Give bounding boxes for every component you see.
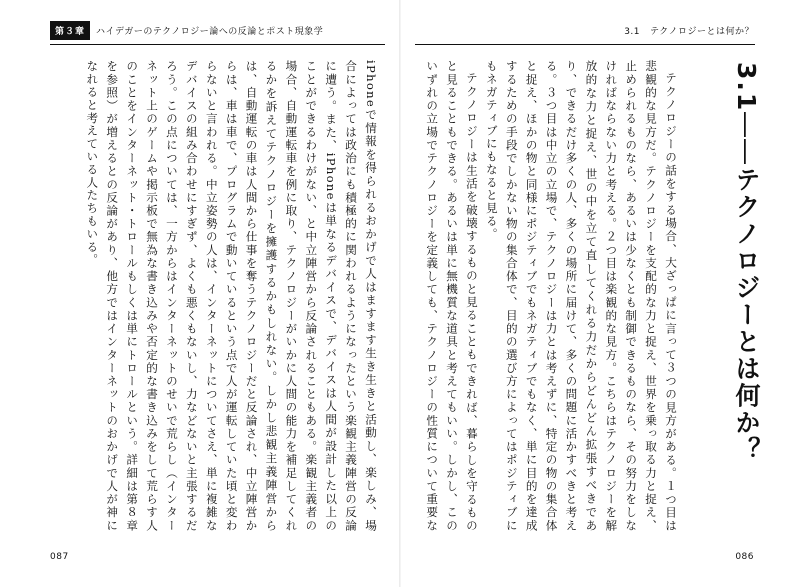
body-paragraph: テクノロジーの話をする場合、大ざっぱに言って３つの見方がある。１つ目は悲観的な見方だ。テクノロジーを支配的な力と捉え、世界を乗っ取る力と捉え、止められるものなら、あるいは少なくとも制御できるものなら、その努力をしなければならない力と考える。２つ目は楽観的な見方。こちらはテクノロジーを解放的な力と捉え、世の中を立て直してくれる力だからどんどん拡張すべきであり、できるだけ多くの人、多くの場所に届けて、多くの問題に活かすべきと考える。３つ目は中立の立場で、テクノロジーは力とは考えずに、特定の物の集合体と捉え、ほかの物と同様にポジティブでもネガティブでもなく、単に目的を達成するための手段でしかない物の集合体で、目的の選び方によってはポジティブにもネガティブにもなると見る。 bbox=[484, 60, 678, 532]
book-gutter bbox=[399, 0, 401, 587]
right-header-rule bbox=[415, 44, 755, 45]
section-heading bbox=[693, 62, 765, 532]
chapter-title: ハイデガーのテクノロジー論への反論とポスト現象学 bbox=[96, 26, 324, 37]
chapter-badge: 第３章 bbox=[50, 21, 90, 40]
section-number: 3.1 bbox=[732, 62, 761, 113]
right-page-number: 086 bbox=[735, 552, 754, 562]
section-title: テクノロジーとは何か？ bbox=[732, 166, 761, 464]
section-dash: ―― bbox=[732, 112, 761, 167]
body-paragraph: iPhoneで情報を得られるおかげで人はますます生き生きと活動し、楽しみ、場合によっては政治にも積極的に関われるようになったという楽観主義陣営の反論に遭う。また、iPhoneは単なるデバイスで、デバイスは人間が設計した以上のことができるわけがない、と中立陣営から反論されることもある。楽観主義者の場合、自動運転車を例に取り、テクノロジーがいかに人間の能力を補足してくれるかを訴えてテクノロジーを擁護するかもしれない。しかし悲観主義陣営からは、自動運転の車は人間から仕事を奪うテクノロジーだと反論され、中立陣営からは、車は車で、プログラムで動いているという点で人が運転していた頃と変わらないと言われる。中立姿勢の人は、インターネットについてさえ、単に複雑なデバイスの組み合わせにすぎず、よくも悪くもないし、力などないと主張するだろう。この点については、一方からはインターネットのせいで荒らし（インターネット上のゲームや掲示板で無為な書き込みや否定的な書き込みをして荒らす人のことをインターネット・トロールもしくは単にトロールという。詳細は第８章を参照）が増えるとの反論があり、他方ではインターネットのおかげで人が神になれると考えている人たちもいる。 bbox=[85, 60, 378, 532]
running-section-number: 3.1 bbox=[624, 27, 641, 37]
left-page-number: 087 bbox=[50, 552, 69, 562]
left-page-header bbox=[50, 20, 323, 40]
left-page-body bbox=[50, 60, 380, 532]
body-paragraph: テクノロジーは生活を破壊するものと見ることもできれば、暮らしを守るものと見ることもできる。あるいは単に無機質な道具と考えてもいい。しかし、このいずれの立場でテクノロジーを定義しても、テクノロジーの性質について重要な bbox=[425, 60, 479, 532]
right-page-header bbox=[624, 24, 754, 37]
running-section-title: テクノロジーとは何か？ bbox=[650, 27, 754, 37]
right-page-body bbox=[418, 60, 680, 532]
left-header-rule bbox=[50, 44, 385, 45]
